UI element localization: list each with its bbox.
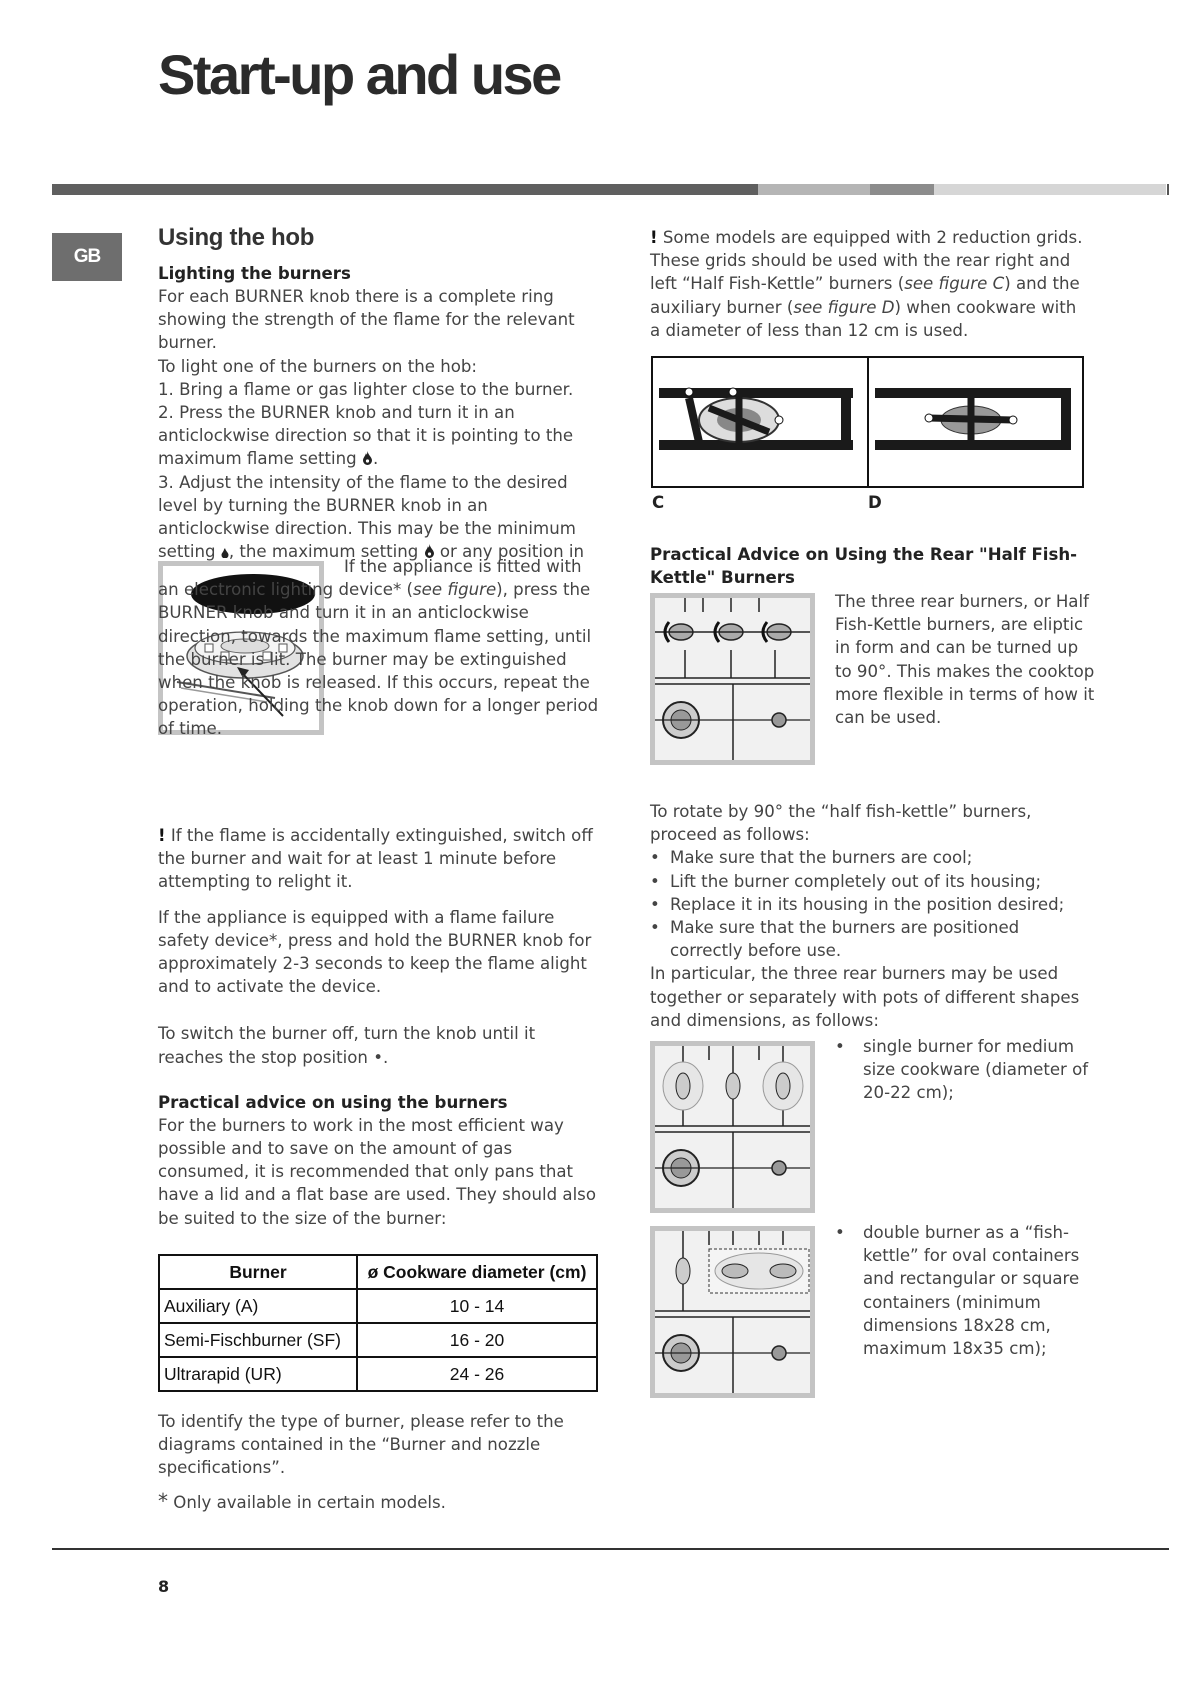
header-rule-dark2 (870, 184, 934, 195)
footer-rule (52, 1548, 1169, 1550)
table-cell: Ultrarapid (UR) (159, 1357, 357, 1391)
table-row (159, 1289, 597, 1323)
figure-label-c: C (652, 493, 665, 512)
list-item: • Lift the burner completely out of its housing; (650, 870, 1090, 893)
step-1: 1. Bring a flame or gas lighter close to the burner. (158, 379, 574, 399)
safety-text: If the appliance is equipped with a flame failure safety device*, press and hold the BURNER knob for approximately 2-3 seconds to keep the flame alight and to activate the device. (158, 907, 592, 997)
page-title: Start-up and use (158, 43, 560, 106)
table-row (159, 1323, 597, 1357)
header-rule-dark (52, 184, 758, 195)
grid-figure-d (871, 358, 1083, 486)
double-burner-text: • double burner as a “fish-kettle” for oval containers and rectangular or square containers (minimum dimensions 18x28 cm, maximum 18x35 cm); (835, 1221, 1095, 1360)
advice-text: For the burners to work in the most efficient way possible and to save on the amount of gas consumed, it is recommended that only pans that have a lid and a flat base are used. They should also be suited to the size of the burner: (158, 1115, 596, 1228)
fish-kettle-text: The three rear burners, or Half Fish-Kettle burners, are eliptic in form and can be turned up to 90°. This makes the cooktop more flexible in terms of how it can be used. (835, 592, 1095, 728)
see-figure-d-link: see figure D (793, 297, 895, 317)
table-cell: Auxiliary (A) (159, 1289, 357, 1323)
table-cell: 24 - 26 (357, 1357, 597, 1391)
reduction-grid-figures (651, 356, 1084, 488)
header-rule-mid (758, 184, 870, 195)
left-column-top (158, 224, 600, 587)
left-column-bottom (158, 824, 600, 1230)
table-header: ø Cookware diameter (cm) (357, 1255, 597, 1289)
flame-max-icon (362, 451, 373, 465)
identify-text: To identify the type of burner, please refer to the diagrams contained in the “Burner and nozzle specifications”. * Only available in certain models. (158, 1410, 598, 1514)
intro-text: For each BURNER knob there is a complete ring showing the strength of the flame for the relevant burner. (158, 287, 575, 353)
advice-heading: Practical advice on using the burners (158, 1092, 508, 1112)
single-burner-text: • single burner for medium size cookware (diameter of 20-22 cm); (835, 1035, 1095, 1105)
fish-kettle-heading-block (650, 543, 1090, 589)
figure-label-d: D (868, 493, 882, 512)
header-rule-light (934, 184, 1166, 195)
reduction-grid-note: ! Some models are equipped with 2 reduction grids. These grids should be used with the rear right and left “Half Fish-Kettle” burners (see figure C) and the auxiliary burner (see figure D) when cookware with a diameter of less than 12 cm is used. (650, 228, 1083, 340)
see-figure-link: see figure (413, 580, 497, 600)
table-cell: Semi-Fischburner (SF) (159, 1323, 357, 1357)
table-cell: 10 - 14 (357, 1289, 597, 1323)
fish-kettle-heading: Practical Advice on Using the Rear "Half Fish-Kettle" Burners (650, 545, 1078, 587)
see-figure-c-link: see figure C (904, 274, 1005, 294)
intro-text-2: To light one of the burners on the hob: (158, 356, 478, 376)
table-header: Burner (159, 1255, 357, 1289)
electronic-ignition-text: If the appliance is fitted with an electronic lighting device* (see figure), press the BURNER knob and turn it in an anticlockwise direction, towards the maximum flame setting, until the burner is lit. The burner may be extinguished when the knob is released. If this occurs, repeat the operation, holding the knob down for a longer period of time. (158, 557, 599, 739)
header-rule-tick (1167, 184, 1169, 195)
language-tab: GB (52, 233, 122, 281)
step-2: 2. Press the BURNER knob and turn it in an anticlockwise direction so that it is pointing to the maximum flame setting . (158, 403, 574, 469)
footnote: * Only available in certain models. (158, 1488, 446, 1513)
section-heading: Using the hob (158, 224, 315, 251)
rotate-instructions: To rotate by 90° the “half fish-kettle” burners, proceed as follows: • Make sure that the burners are cool; • Lift the burner completely out of its housing; • Replace it in its housing in the position desired; • Make sure that the burners are positioned correctly before use. In particular, the three rear burners may be used together or separately with pots of different shapes and dimensions, as follows: (650, 800, 1090, 1032)
table-cell: 16 - 20 (357, 1323, 597, 1357)
list-item: • Make sure that the burners are cool; (650, 846, 1090, 869)
table-row (159, 1357, 597, 1391)
figure-divider (867, 358, 869, 486)
page-number: 8 (158, 1577, 170, 1596)
step-3: 3. Adjust the intensity of the flame to the desired level by turning the BURNER knob in an anticlockwise direction. This may be the minimum setting , the maximum setting or any position in (158, 472, 585, 562)
warning-text: ! If the flame is accidentally extinguished, switch off the burner and wait for at least 1 minute before attempting to relight it. (158, 826, 593, 892)
switch-off-text: To switch the burner off, turn the knob until it reaches the stop position •. (158, 1024, 536, 1067)
list-item: • Replace it in its housing in the position desired; (650, 893, 1090, 916)
grid-figure-c (653, 358, 865, 486)
double-burner-figure (650, 1226, 815, 1398)
hob-layout-figure (650, 593, 815, 765)
list-item: • Make sure that the burners are positioned correctly before use. (650, 916, 1090, 962)
table-header-row (159, 1255, 597, 1289)
single-burner-figure (650, 1041, 815, 1213)
lighting-heading: Lighting the burners (158, 264, 351, 283)
burner-table (158, 1254, 598, 1392)
